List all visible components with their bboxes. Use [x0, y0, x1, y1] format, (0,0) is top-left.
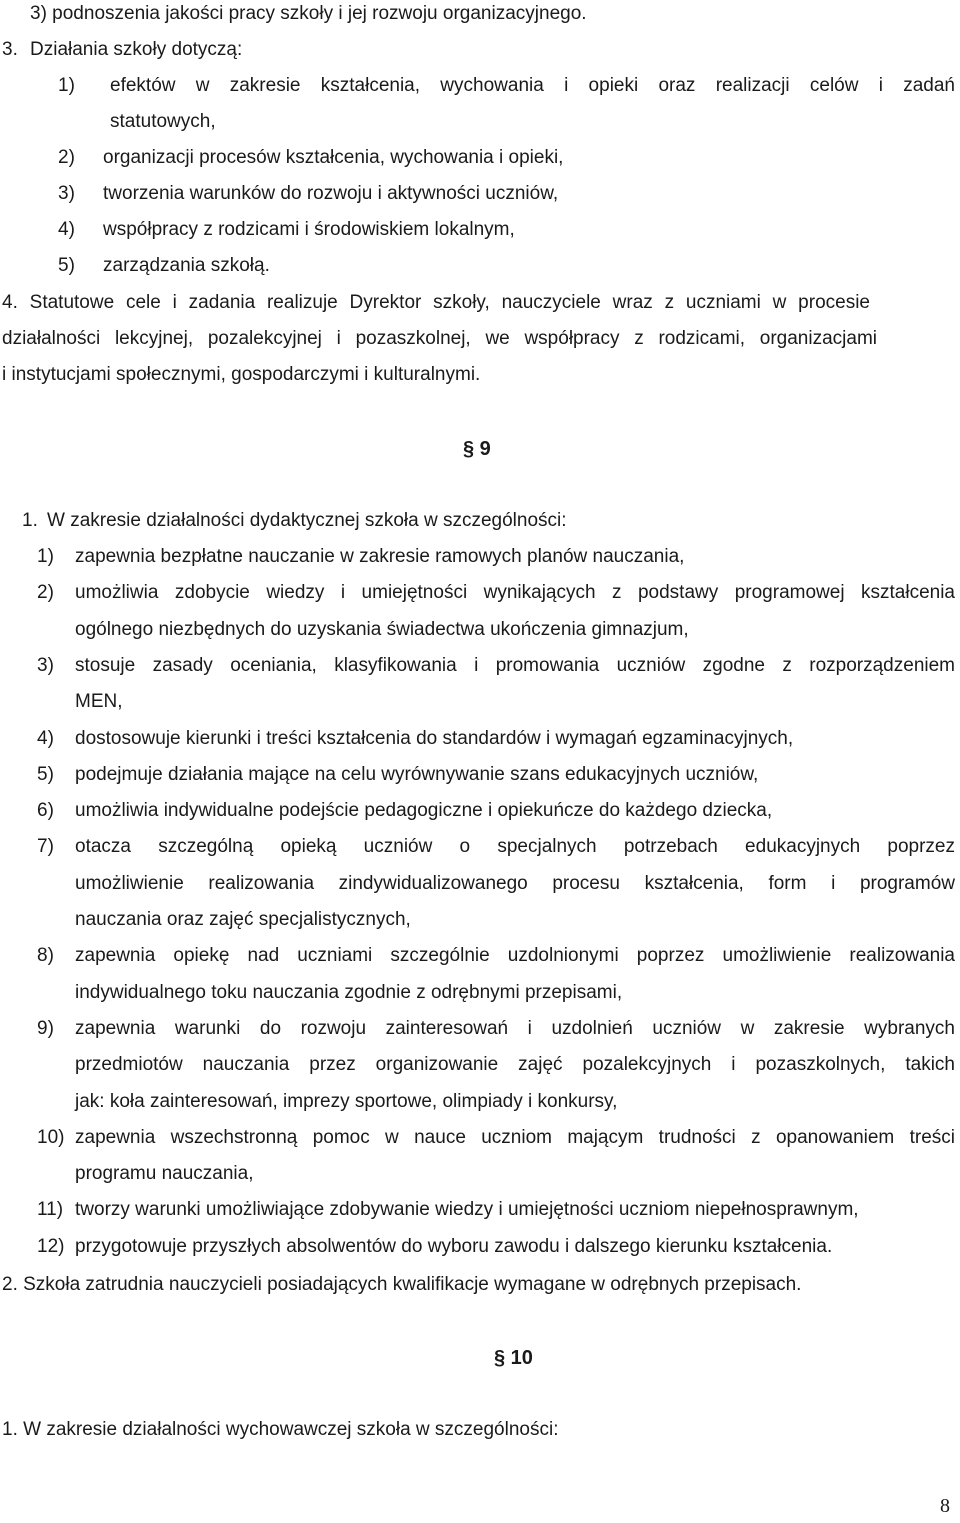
list-item-text: podejmuje działania mające na celu wyrównywanie szans edukacyjnych uczniów, [75, 764, 759, 785]
list-item-text: zapewnia bezpłatne nauczanie w zakresie ramowych planów nauczania, [75, 546, 685, 567]
section-number: 1. [22, 510, 38, 531]
list-item-text: MEN, [75, 691, 123, 712]
list-item-text: jak: koła zainteresowań, imprezy sportowe, olimpiady i konkursy, [75, 1091, 618, 1112]
list-number: 8) [37, 945, 54, 966]
list-number: 3) [58, 183, 75, 204]
text-line: 3) podnoszenia jakości pracy szkoły i jej rozwoju organizacyjnego. [30, 3, 587, 24]
list-item-text: zapewnia wszechstronną pomoc w nauce uczniom mającym trudności z opanowaniem treści [75, 1127, 955, 1148]
list-item-text: indywidualnego toku nauczania zgodnie z odrębnymi przepisami, [75, 982, 623, 1003]
section-text: 2. Szkoła zatrudnia nauczycieli posiadających kwalifikacje wymagane w odrębnych przepisach. [2, 1274, 802, 1295]
list-number: 1) [58, 75, 75, 96]
section-text: i instytucjami społecznymi, gospodarczymi i kulturalnymi. [2, 364, 481, 385]
list-number: 1) [37, 546, 54, 567]
list-item-text: tworzy warunki umożliwiające zdobywanie wiedzy i umiejętności uczniom niepełnosprawnym, [75, 1199, 859, 1220]
section-text: działalności lekcyjnej, pozalekcyjnej i pozaszkolnej, we współpracy z rodzicami, organizacjami [2, 328, 877, 349]
section-text: Działania szkoły dotyczą: [30, 39, 243, 60]
list-item-text: statutowych, [110, 111, 216, 132]
list-number: 4) [58, 219, 75, 240]
list-item-text: efektów w zakresie kształcenia, wychowania i opieki oraz realizacji celów i zadań [110, 75, 955, 96]
list-item-text: ogólnego niezbędnych do uzyskania świadectwa ukończenia gimnazjum, [75, 619, 689, 640]
section-text: W zakresie działalności dydaktycznej szkoła w szczególności: [47, 510, 567, 531]
list-item-text: umożliwia indywidualne podejście pedagogiczne i opiekuńcze do każdego dziecka, [75, 800, 773, 821]
list-number: 3) [37, 655, 54, 676]
list-number: 5) [58, 255, 75, 276]
list-item-text: przedmiotów nauczania przez organizowanie zajęć pozalekcyjnych i pozaszkolnych, takich [75, 1054, 955, 1075]
paragraph-title: § 9 [463, 438, 491, 460]
list-item-text: dostosowuje kierunki i treści kształcenia do standardów i wymagań egzaminacyjnych, [75, 728, 794, 749]
list-item-text: programu nauczania, [75, 1163, 254, 1184]
list-number: 11) [37, 1199, 64, 1220]
list-number: 9) [37, 1018, 54, 1039]
section-number: 3. [2, 39, 18, 60]
list-number: 10) [37, 1127, 65, 1148]
list-item-text: współpracy z rodzicami i środowiskiem lokalnym, [103, 219, 515, 240]
list-number: 4) [37, 728, 54, 749]
list-number: 5) [37, 764, 54, 785]
section-text: 4. Statutowe cele i zadania realizuje Dyrektor szkoły, nauczyciele wraz z uczniami w procesie [2, 292, 870, 313]
list-item-text: zapewnia warunki do rozwoju zainteresowań i uzdolnień uczniów w zakresie wybranych [75, 1018, 955, 1039]
list-item-text: organizacji procesów kształcenia, wychowania i opieki, [103, 147, 564, 168]
list-item-text: tworzenia warunków do rozwoju i aktywności uczniów, [103, 183, 559, 204]
list-number: 7) [37, 836, 54, 857]
page-number: 8 [940, 1495, 950, 1517]
section-text: 1. W zakresie działalności wychowawczej szkoła w szczególności: [2, 1419, 559, 1440]
list-item-text: nauczania oraz zajęć specjalistycznych, [75, 909, 411, 930]
list-item-text: przygotowuje przyszłych absolwentów do wyboru zawodu i dalszego kierunku kształcenia. [75, 1236, 833, 1257]
list-number: 2) [37, 582, 54, 603]
list-item-text: stosuje zasady oceniania, klasyfikowania i promowania uczniów zgodne z rozporządzeniem [75, 655, 955, 676]
list-number: 2) [58, 147, 75, 168]
paragraph-title: § 10 [494, 1347, 533, 1369]
list-item-text: zarządzania szkołą. [103, 255, 270, 276]
list-item-text: umożliwienie realizowania zindywidualizowanego procesu kształcenia, form i programów [75, 873, 955, 894]
list-item-text: umożliwia zdobycie wiedzy i umiejętności wynikających z podstawy programowej kształcenia [75, 582, 955, 603]
list-item-text: otacza szczególną opieką uczniów o specjalnych potrzebach edukacyjnych poprzez [75, 836, 955, 857]
list-item-text: zapewnia opiekę nad uczniami szczególnie uzdolnionymi poprzez umożliwienie realizowania [75, 945, 955, 966]
list-number: 12) [37, 1236, 65, 1257]
list-number: 6) [37, 800, 54, 821]
